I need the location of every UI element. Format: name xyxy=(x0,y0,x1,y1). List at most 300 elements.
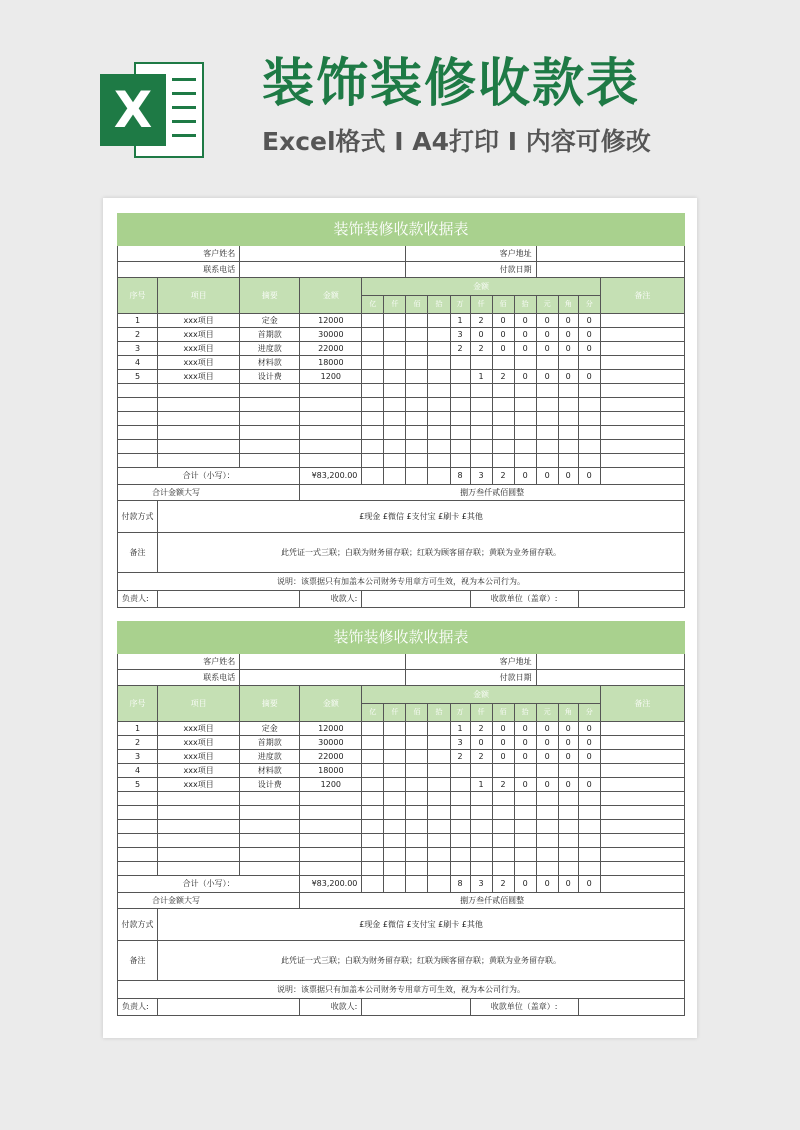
cell-empty[interactable] xyxy=(450,440,470,454)
cell-empty[interactable] xyxy=(158,834,240,848)
cell-digit[interactable]: 0 xyxy=(558,370,578,384)
cell-empty[interactable] xyxy=(470,848,492,862)
cell-empty[interactable] xyxy=(428,834,450,848)
cell-empty[interactable] xyxy=(514,862,536,876)
cell-digit[interactable] xyxy=(384,370,406,384)
cell-remark[interactable] xyxy=(600,722,684,736)
cell-digit[interactable] xyxy=(384,722,406,736)
cell-digit[interactable]: 0 xyxy=(536,778,558,792)
cell-digit[interactable] xyxy=(558,356,578,370)
cell-summary[interactable]: 定金 xyxy=(240,314,300,328)
cell-digit[interactable]: 0 xyxy=(492,722,514,736)
cell-empty[interactable] xyxy=(406,862,428,876)
cell-digit[interactable] xyxy=(362,356,384,370)
cell-digit[interactable] xyxy=(362,750,384,764)
cell-no[interactable]: 2 xyxy=(118,736,158,750)
cell-digit[interactable]: 0 xyxy=(536,750,558,764)
cell-empty[interactable] xyxy=(536,440,558,454)
cell-empty[interactable] xyxy=(406,440,428,454)
cell-empty[interactable] xyxy=(158,412,240,426)
cell-summary[interactable]: 首期款 xyxy=(240,736,300,750)
cell-empty[interactable] xyxy=(470,792,492,806)
cell-empty[interactable] xyxy=(300,398,362,412)
cell-empty[interactable] xyxy=(578,426,600,440)
cell-empty[interactable] xyxy=(362,792,384,806)
cell-empty[interactable] xyxy=(240,454,300,468)
cell-digit[interactable]: 0 xyxy=(492,750,514,764)
cell-digit[interactable]: 0 xyxy=(514,736,536,750)
cell-item[interactable]: xxx项目 xyxy=(158,722,240,736)
cell-empty[interactable] xyxy=(492,834,514,848)
cell-no[interactable]: 4 xyxy=(118,764,158,778)
cell-empty[interactable] xyxy=(300,848,362,862)
cell-empty[interactable] xyxy=(384,440,406,454)
payer-unit-field[interactable] xyxy=(578,591,684,608)
cell-digit[interactable] xyxy=(406,722,428,736)
cell-empty[interactable] xyxy=(118,792,158,806)
cell-empty[interactable] xyxy=(406,834,428,848)
cell-empty[interactable] xyxy=(384,454,406,468)
cell-empty[interactable] xyxy=(362,384,384,398)
cell-empty[interactable] xyxy=(492,848,514,862)
cell-empty[interactable] xyxy=(536,848,558,862)
cell-digit[interactable]: 0 xyxy=(514,328,536,342)
cell-empty[interactable] xyxy=(428,862,450,876)
cell-empty[interactable] xyxy=(406,820,428,834)
cell-digit[interactable] xyxy=(428,764,450,778)
cell-empty[interactable] xyxy=(406,426,428,440)
cell-digit[interactable] xyxy=(362,342,384,356)
cell-digit[interactable]: 0 xyxy=(536,370,558,384)
cell-remark[interactable] xyxy=(600,328,684,342)
cell-empty[interactable] xyxy=(578,862,600,876)
cell-empty[interactable] xyxy=(240,792,300,806)
cell-empty[interactable] xyxy=(514,398,536,412)
cell-digit[interactable] xyxy=(514,764,536,778)
cell-empty[interactable] xyxy=(514,384,536,398)
cell-empty[interactable] xyxy=(300,426,362,440)
cell-digit[interactable]: 1 xyxy=(450,722,470,736)
payee-field[interactable] xyxy=(362,999,470,1016)
cell-empty[interactable] xyxy=(470,398,492,412)
cell-digit[interactable]: 0 xyxy=(492,314,514,328)
cell-empty[interactable] xyxy=(492,792,514,806)
cell-digit[interactable]: 0 xyxy=(578,342,600,356)
cell-empty[interactable] xyxy=(158,792,240,806)
cell-digit[interactable] xyxy=(492,356,514,370)
cell-remark[interactable] xyxy=(600,370,684,384)
phone-field[interactable] xyxy=(240,262,406,278)
cell-empty[interactable] xyxy=(118,862,158,876)
cell-empty[interactable] xyxy=(406,848,428,862)
cell-empty[interactable] xyxy=(362,848,384,862)
cell-empty[interactable] xyxy=(536,426,558,440)
cell-empty[interactable] xyxy=(240,412,300,426)
cell-empty[interactable] xyxy=(536,834,558,848)
cell-empty[interactable] xyxy=(450,792,470,806)
cell-digit[interactable]: 0 xyxy=(536,314,558,328)
cell-digit[interactable] xyxy=(406,328,428,342)
cell-empty[interactable] xyxy=(558,384,578,398)
cell-digit[interactable]: 0 xyxy=(578,736,600,750)
cell-digit[interactable] xyxy=(536,356,558,370)
cell-empty[interactable] xyxy=(158,820,240,834)
cell-summary[interactable]: 进度款 xyxy=(240,342,300,356)
cell-summary[interactable]: 首期款 xyxy=(240,328,300,342)
cell-empty[interactable] xyxy=(558,454,578,468)
cell-empty[interactable] xyxy=(492,426,514,440)
cell-empty[interactable] xyxy=(558,398,578,412)
cell-empty[interactable] xyxy=(300,412,362,426)
pay-method-options[interactable]: £现金 £微信 £支付宝 £刷卡 £其他 xyxy=(158,501,685,533)
cell-empty[interactable] xyxy=(558,834,578,848)
cell-empty[interactable] xyxy=(406,806,428,820)
cell-digit[interactable] xyxy=(578,356,600,370)
cell-no[interactable]: 5 xyxy=(118,370,158,384)
cell-empty[interactable] xyxy=(240,426,300,440)
cell-no[interactable]: 3 xyxy=(118,342,158,356)
cell-amount[interactable]: 12000 xyxy=(300,314,362,328)
cell-amount[interactable]: 22000 xyxy=(300,342,362,356)
cell-empty[interactable] xyxy=(428,412,450,426)
payee-field[interactable] xyxy=(362,591,470,608)
cell-summary[interactable]: 设计费 xyxy=(240,370,300,384)
cell-digit[interactable]: 0 xyxy=(514,370,536,384)
cell-empty[interactable] xyxy=(492,440,514,454)
pay-date-field[interactable] xyxy=(536,262,684,278)
cell-empty[interactable] xyxy=(470,806,492,820)
cell-digit[interactable]: 0 xyxy=(514,750,536,764)
payer-unit-field[interactable] xyxy=(578,999,684,1016)
cell-empty[interactable] xyxy=(240,862,300,876)
phone-field[interactable] xyxy=(240,670,406,686)
cell-empty[interactable] xyxy=(536,806,558,820)
cell-empty[interactable] xyxy=(428,426,450,440)
cell-digit[interactable] xyxy=(428,342,450,356)
cell-empty[interactable] xyxy=(450,806,470,820)
cell-digit[interactable] xyxy=(428,314,450,328)
cell-empty[interactable] xyxy=(450,426,470,440)
cell-summary[interactable]: 定金 xyxy=(240,722,300,736)
cell-digit[interactable] xyxy=(428,370,450,384)
cell-empty[interactable] xyxy=(240,398,300,412)
cell-digit[interactable] xyxy=(428,750,450,764)
cell-digit[interactable] xyxy=(406,356,428,370)
cell-digit[interactable]: 0 xyxy=(578,722,600,736)
cell-digit[interactable] xyxy=(362,328,384,342)
cell-empty[interactable] xyxy=(578,454,600,468)
cell-empty[interactable] xyxy=(406,454,428,468)
cell-item[interactable]: xxx项目 xyxy=(158,736,240,750)
cell-empty[interactable] xyxy=(470,820,492,834)
cell-digit[interactable]: 0 xyxy=(558,342,578,356)
cell-digit[interactable]: 0 xyxy=(536,328,558,342)
cell-empty[interactable] xyxy=(384,820,406,834)
cell-empty[interactable] xyxy=(384,862,406,876)
cell-empty[interactable] xyxy=(578,412,600,426)
cell-empty[interactable] xyxy=(450,848,470,862)
cell-digit[interactable]: 0 xyxy=(578,314,600,328)
cell-empty[interactable] xyxy=(600,384,684,398)
cell-empty[interactable] xyxy=(600,440,684,454)
cell-no[interactable]: 4 xyxy=(118,356,158,370)
cell-empty[interactable] xyxy=(300,862,362,876)
cell-empty[interactable] xyxy=(450,384,470,398)
cell-amount[interactable]: 12000 xyxy=(300,722,362,736)
cell-summary[interactable]: 进度款 xyxy=(240,750,300,764)
cell-empty[interactable] xyxy=(240,384,300,398)
cell-empty[interactable] xyxy=(240,834,300,848)
responsible-field[interactable] xyxy=(158,591,300,608)
cell-digit[interactable] xyxy=(428,736,450,750)
cell-digit[interactable] xyxy=(406,342,428,356)
cell-empty[interactable] xyxy=(362,426,384,440)
cell-empty[interactable] xyxy=(118,440,158,454)
cell-empty[interactable] xyxy=(300,792,362,806)
cell-empty[interactable] xyxy=(558,412,578,426)
cell-digit[interactable] xyxy=(406,736,428,750)
cell-digit[interactable] xyxy=(450,778,470,792)
cell-empty[interactable] xyxy=(450,862,470,876)
cell-empty[interactable] xyxy=(240,820,300,834)
cell-digit[interactable]: 0 xyxy=(536,342,558,356)
cell-empty[interactable] xyxy=(578,384,600,398)
cell-empty[interactable] xyxy=(492,862,514,876)
cell-empty[interactable] xyxy=(450,412,470,426)
cell-empty[interactable] xyxy=(118,820,158,834)
cell-empty[interactable] xyxy=(406,412,428,426)
cell-empty[interactable] xyxy=(514,792,536,806)
cell-empty[interactable] xyxy=(428,792,450,806)
cell-empty[interactable] xyxy=(470,384,492,398)
cell-item[interactable]: xxx项目 xyxy=(158,764,240,778)
cell-empty[interactable] xyxy=(240,440,300,454)
cell-digit[interactable] xyxy=(384,356,406,370)
cell-no[interactable]: 2 xyxy=(118,328,158,342)
cell-digit[interactable]: 0 xyxy=(492,328,514,342)
cell-empty[interactable] xyxy=(578,834,600,848)
cell-empty[interactable] xyxy=(492,454,514,468)
cell-remark[interactable] xyxy=(600,356,684,370)
cell-empty[interactable] xyxy=(362,862,384,876)
cell-empty[interactable] xyxy=(384,384,406,398)
cell-digit[interactable]: 1 xyxy=(470,778,492,792)
cell-empty[interactable] xyxy=(536,384,558,398)
pay-method-options[interactable]: £现金 £微信 £支付宝 £刷卡 £其他 xyxy=(158,909,685,941)
cell-empty[interactable] xyxy=(492,806,514,820)
cell-item[interactable]: xxx项目 xyxy=(158,778,240,792)
cell-remark[interactable] xyxy=(600,314,684,328)
cell-empty[interactable] xyxy=(118,806,158,820)
cell-remark[interactable] xyxy=(600,764,684,778)
cell-digit[interactable]: 0 xyxy=(578,328,600,342)
cell-empty[interactable] xyxy=(384,426,406,440)
cell-item[interactable]: xxx项目 xyxy=(158,314,240,328)
cell-empty[interactable] xyxy=(118,848,158,862)
cell-digit[interactable] xyxy=(450,356,470,370)
cell-empty[interactable] xyxy=(428,820,450,834)
cell-amount[interactable]: 30000 xyxy=(300,736,362,750)
cell-empty[interactable] xyxy=(514,848,536,862)
cell-digit[interactable]: 2 xyxy=(470,750,492,764)
cell-digit[interactable] xyxy=(428,722,450,736)
cell-empty[interactable] xyxy=(300,806,362,820)
cell-empty[interactable] xyxy=(362,398,384,412)
responsible-field[interactable] xyxy=(158,999,300,1016)
cell-empty[interactable] xyxy=(450,834,470,848)
cell-empty[interactable] xyxy=(600,792,684,806)
cell-empty[interactable] xyxy=(558,792,578,806)
cell-empty[interactable] xyxy=(578,440,600,454)
cell-empty[interactable] xyxy=(514,806,536,820)
cell-empty[interactable] xyxy=(514,412,536,426)
cell-empty[interactable] xyxy=(600,426,684,440)
cell-empty[interactable] xyxy=(158,398,240,412)
cell-digit[interactable] xyxy=(362,778,384,792)
cell-empty[interactable] xyxy=(428,440,450,454)
cell-digit[interactable] xyxy=(578,764,600,778)
cell-digit[interactable] xyxy=(362,314,384,328)
cell-digit[interactable]: 0 xyxy=(536,722,558,736)
cell-digit[interactable]: 0 xyxy=(514,778,536,792)
cell-empty[interactable] xyxy=(578,398,600,412)
cell-digit[interactable]: 1 xyxy=(470,370,492,384)
cell-empty[interactable] xyxy=(536,412,558,426)
cell-empty[interactable] xyxy=(384,792,406,806)
cell-empty[interactable] xyxy=(492,412,514,426)
cell-digit[interactable] xyxy=(406,370,428,384)
cell-digit[interactable] xyxy=(406,750,428,764)
cell-item[interactable]: xxx项目 xyxy=(158,370,240,384)
cell-digit[interactable] xyxy=(384,764,406,778)
cell-empty[interactable] xyxy=(384,412,406,426)
cell-digit[interactable] xyxy=(492,764,514,778)
cell-item[interactable]: xxx项目 xyxy=(158,356,240,370)
cell-empty[interactable] xyxy=(558,426,578,440)
cell-empty[interactable] xyxy=(428,454,450,468)
cell-empty[interactable] xyxy=(536,398,558,412)
cell-empty[interactable] xyxy=(158,440,240,454)
cell-digit[interactable]: 3 xyxy=(450,736,470,750)
cell-digit[interactable]: 0 xyxy=(536,736,558,750)
cell-empty[interactable] xyxy=(300,454,362,468)
cell-empty[interactable] xyxy=(536,862,558,876)
cell-empty[interactable] xyxy=(558,440,578,454)
cell-empty[interactable] xyxy=(536,792,558,806)
cell-empty[interactable] xyxy=(300,384,362,398)
cell-empty[interactable] xyxy=(470,862,492,876)
cell-empty[interactable] xyxy=(406,384,428,398)
cell-empty[interactable] xyxy=(470,426,492,440)
cell-digit[interactable]: 0 xyxy=(514,722,536,736)
cell-digit[interactable]: 0 xyxy=(558,328,578,342)
cell-empty[interactable] xyxy=(240,848,300,862)
cell-empty[interactable] xyxy=(158,384,240,398)
cell-remark[interactable] xyxy=(600,736,684,750)
cell-empty[interactable] xyxy=(428,848,450,862)
cell-amount[interactable]: 22000 xyxy=(300,750,362,764)
cell-digit[interactable]: 2 xyxy=(470,722,492,736)
cell-empty[interactable] xyxy=(300,440,362,454)
cell-empty[interactable] xyxy=(362,454,384,468)
cell-digit[interactable] xyxy=(384,736,406,750)
customer-name-field[interactable] xyxy=(240,246,406,262)
cell-digit[interactable] xyxy=(536,764,558,778)
cell-empty[interactable] xyxy=(118,384,158,398)
cell-empty[interactable] xyxy=(492,398,514,412)
cell-empty[interactable] xyxy=(536,820,558,834)
cell-digit[interactable]: 0 xyxy=(514,314,536,328)
cell-empty[interactable] xyxy=(384,848,406,862)
cell-remark[interactable] xyxy=(600,342,684,356)
cell-empty[interactable] xyxy=(600,398,684,412)
cell-digit[interactable]: 0 xyxy=(558,778,578,792)
cell-digit[interactable] xyxy=(362,370,384,384)
cell-digit[interactable]: 1 xyxy=(450,314,470,328)
cell-digit[interactable]: 2 xyxy=(470,342,492,356)
cell-empty[interactable] xyxy=(428,806,450,820)
cell-empty[interactable] xyxy=(558,820,578,834)
cell-empty[interactable] xyxy=(158,848,240,862)
cell-empty[interactable] xyxy=(450,454,470,468)
pay-date-field[interactable] xyxy=(536,670,684,686)
cell-empty[interactable] xyxy=(450,820,470,834)
cell-empty[interactable] xyxy=(578,806,600,820)
cell-digit[interactable] xyxy=(384,342,406,356)
cell-remark[interactable] xyxy=(600,778,684,792)
cell-empty[interactable] xyxy=(600,848,684,862)
cell-empty[interactable] xyxy=(428,384,450,398)
cell-digit[interactable]: 0 xyxy=(492,736,514,750)
cell-digit[interactable]: 0 xyxy=(558,736,578,750)
cell-digit[interactable]: 0 xyxy=(578,750,600,764)
cell-empty[interactable] xyxy=(578,848,600,862)
cell-empty[interactable] xyxy=(384,398,406,412)
cell-amount[interactable]: 30000 xyxy=(300,328,362,342)
cell-empty[interactable] xyxy=(492,384,514,398)
cell-empty[interactable] xyxy=(406,792,428,806)
cell-empty[interactable] xyxy=(600,820,684,834)
cell-digit[interactable] xyxy=(384,314,406,328)
cell-digit[interactable] xyxy=(384,328,406,342)
cell-digit[interactable]: 2 xyxy=(492,778,514,792)
cell-digit[interactable] xyxy=(406,764,428,778)
cell-amount[interactable]: 1200 xyxy=(300,370,362,384)
cell-empty[interactable] xyxy=(470,454,492,468)
cell-empty[interactable] xyxy=(558,848,578,862)
cell-empty[interactable] xyxy=(428,398,450,412)
cell-digit[interactable] xyxy=(362,722,384,736)
cell-empty[interactable] xyxy=(300,834,362,848)
cell-digit[interactable]: 0 xyxy=(558,722,578,736)
cell-empty[interactable] xyxy=(158,806,240,820)
cell-digit[interactable] xyxy=(470,764,492,778)
cell-digit[interactable]: 2 xyxy=(470,314,492,328)
cell-amount[interactable]: 18000 xyxy=(300,764,362,778)
cell-empty[interactable] xyxy=(558,862,578,876)
cell-empty[interactable] xyxy=(118,454,158,468)
cell-remark[interactable] xyxy=(600,750,684,764)
cell-digit[interactable] xyxy=(558,764,578,778)
cell-amount[interactable]: 18000 xyxy=(300,356,362,370)
cell-empty[interactable] xyxy=(362,806,384,820)
cell-no[interactable]: 1 xyxy=(118,314,158,328)
cell-amount[interactable]: 1200 xyxy=(300,778,362,792)
cell-empty[interactable] xyxy=(118,834,158,848)
cell-empty[interactable] xyxy=(578,820,600,834)
cell-digit[interactable]: 0 xyxy=(514,342,536,356)
cell-empty[interactable] xyxy=(240,806,300,820)
